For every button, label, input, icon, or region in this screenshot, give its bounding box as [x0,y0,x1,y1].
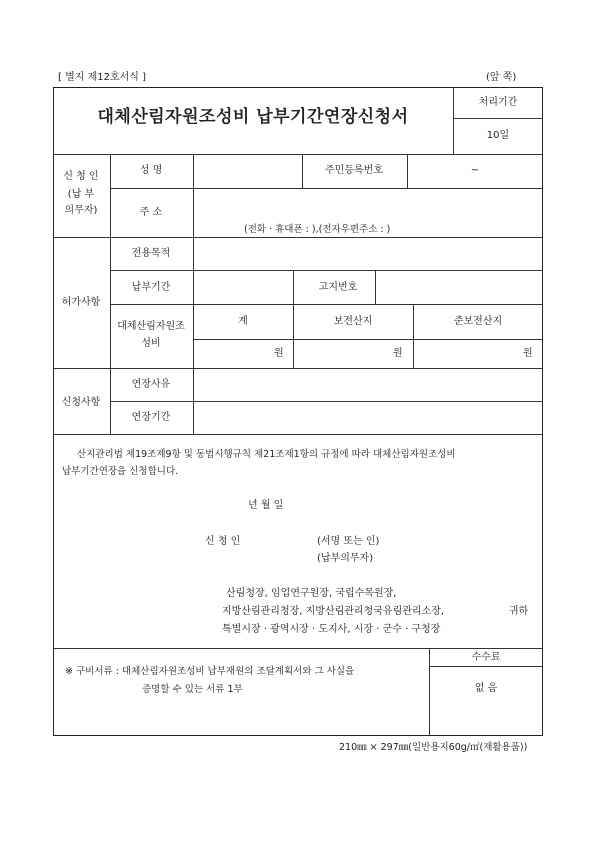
unit-semi: 원 [523,348,533,359]
name-label: 성 명 [139,165,163,176]
permit-section-label: 허가사항 [61,297,101,308]
processing-value: 10일 [486,130,510,141]
addressees-line-3: 특별시장 · 광역시장 · 도지사, 시장 · 군수 · 구청장 [222,624,441,635]
contact-line: (전화 · 휴대폰 : ),(전자우편주소 : ) [244,224,391,235]
col-total: 계 [238,316,248,327]
request-section-label: 신청사항 [61,397,101,408]
applicant-section-label-3: 의무자) [64,205,98,216]
applicant-section-label-2: (납 부 [67,189,95,200]
honorific: 귀하 [509,606,529,617]
unit-total: 원 [274,348,284,359]
period-label: 납부기간 [131,282,171,293]
reason-label: 연장사유 [131,379,171,390]
required-documents: ※ 구비서류 : 대체산림자원조성비 납부재원의 조달계획서와 그 사실을 [65,666,355,677]
statement-line-2: 납부기간연장을 신청합니다. [62,466,179,477]
fee-label: 대체산림자원조 [117,321,185,332]
fee-header: 수수료 [471,652,501,663]
paper-spec: 210㎜ × 297㎜(일반용지60g/㎡(재활용품)) [339,742,528,753]
payer-label: (납부의무자) [317,553,374,564]
applicant-section-label: 신 청 인 [63,171,99,182]
id-label: 주민등록번호 [325,165,383,176]
fee-label-2: 성비 [141,338,161,349]
notice-label: 고지번호 [318,282,358,293]
request-period-label: 연장기간 [131,412,171,423]
form-frame [53,87,543,736]
processing-label: 처리기간 [478,97,518,108]
sign-label: (서명 또는 인) [317,536,380,547]
purpose-label: 전용목적 [131,248,171,259]
applicant-sign-label: 신 청 인 [205,536,241,547]
address-label: 주 소 [139,207,163,218]
page-side: (앞 쪽) [486,72,517,83]
col-semi: 준보전산지 [453,316,503,327]
id-separator: ~ [470,165,480,176]
date-line: 년 월 일 [248,500,284,511]
fee-value: 없 음 [474,683,498,694]
statement-line-1: 산지관리법 제19조제9항 및 동법시행규칙 제21조제1항의 규정에 따라 대체산림자원조성비 [77,449,456,460]
col-conservation: 보전산지 [333,316,373,327]
form-title: 대체산림자원조성비 납부기간연장신청서 [97,107,409,127]
form-number: [ 별지 제12호서식 ] [58,72,147,83]
required-documents-2: 증명할 수 있는 서류 1부 [142,684,243,695]
addressees-line-2: 지방산림관리청장, 지방산림관리청국유림관리소장, [222,606,445,617]
addressees-line-1: 산림청장, 임업연구원장, 국립수목원장, [226,588,397,599]
unit-conservation: 원 [393,348,403,359]
